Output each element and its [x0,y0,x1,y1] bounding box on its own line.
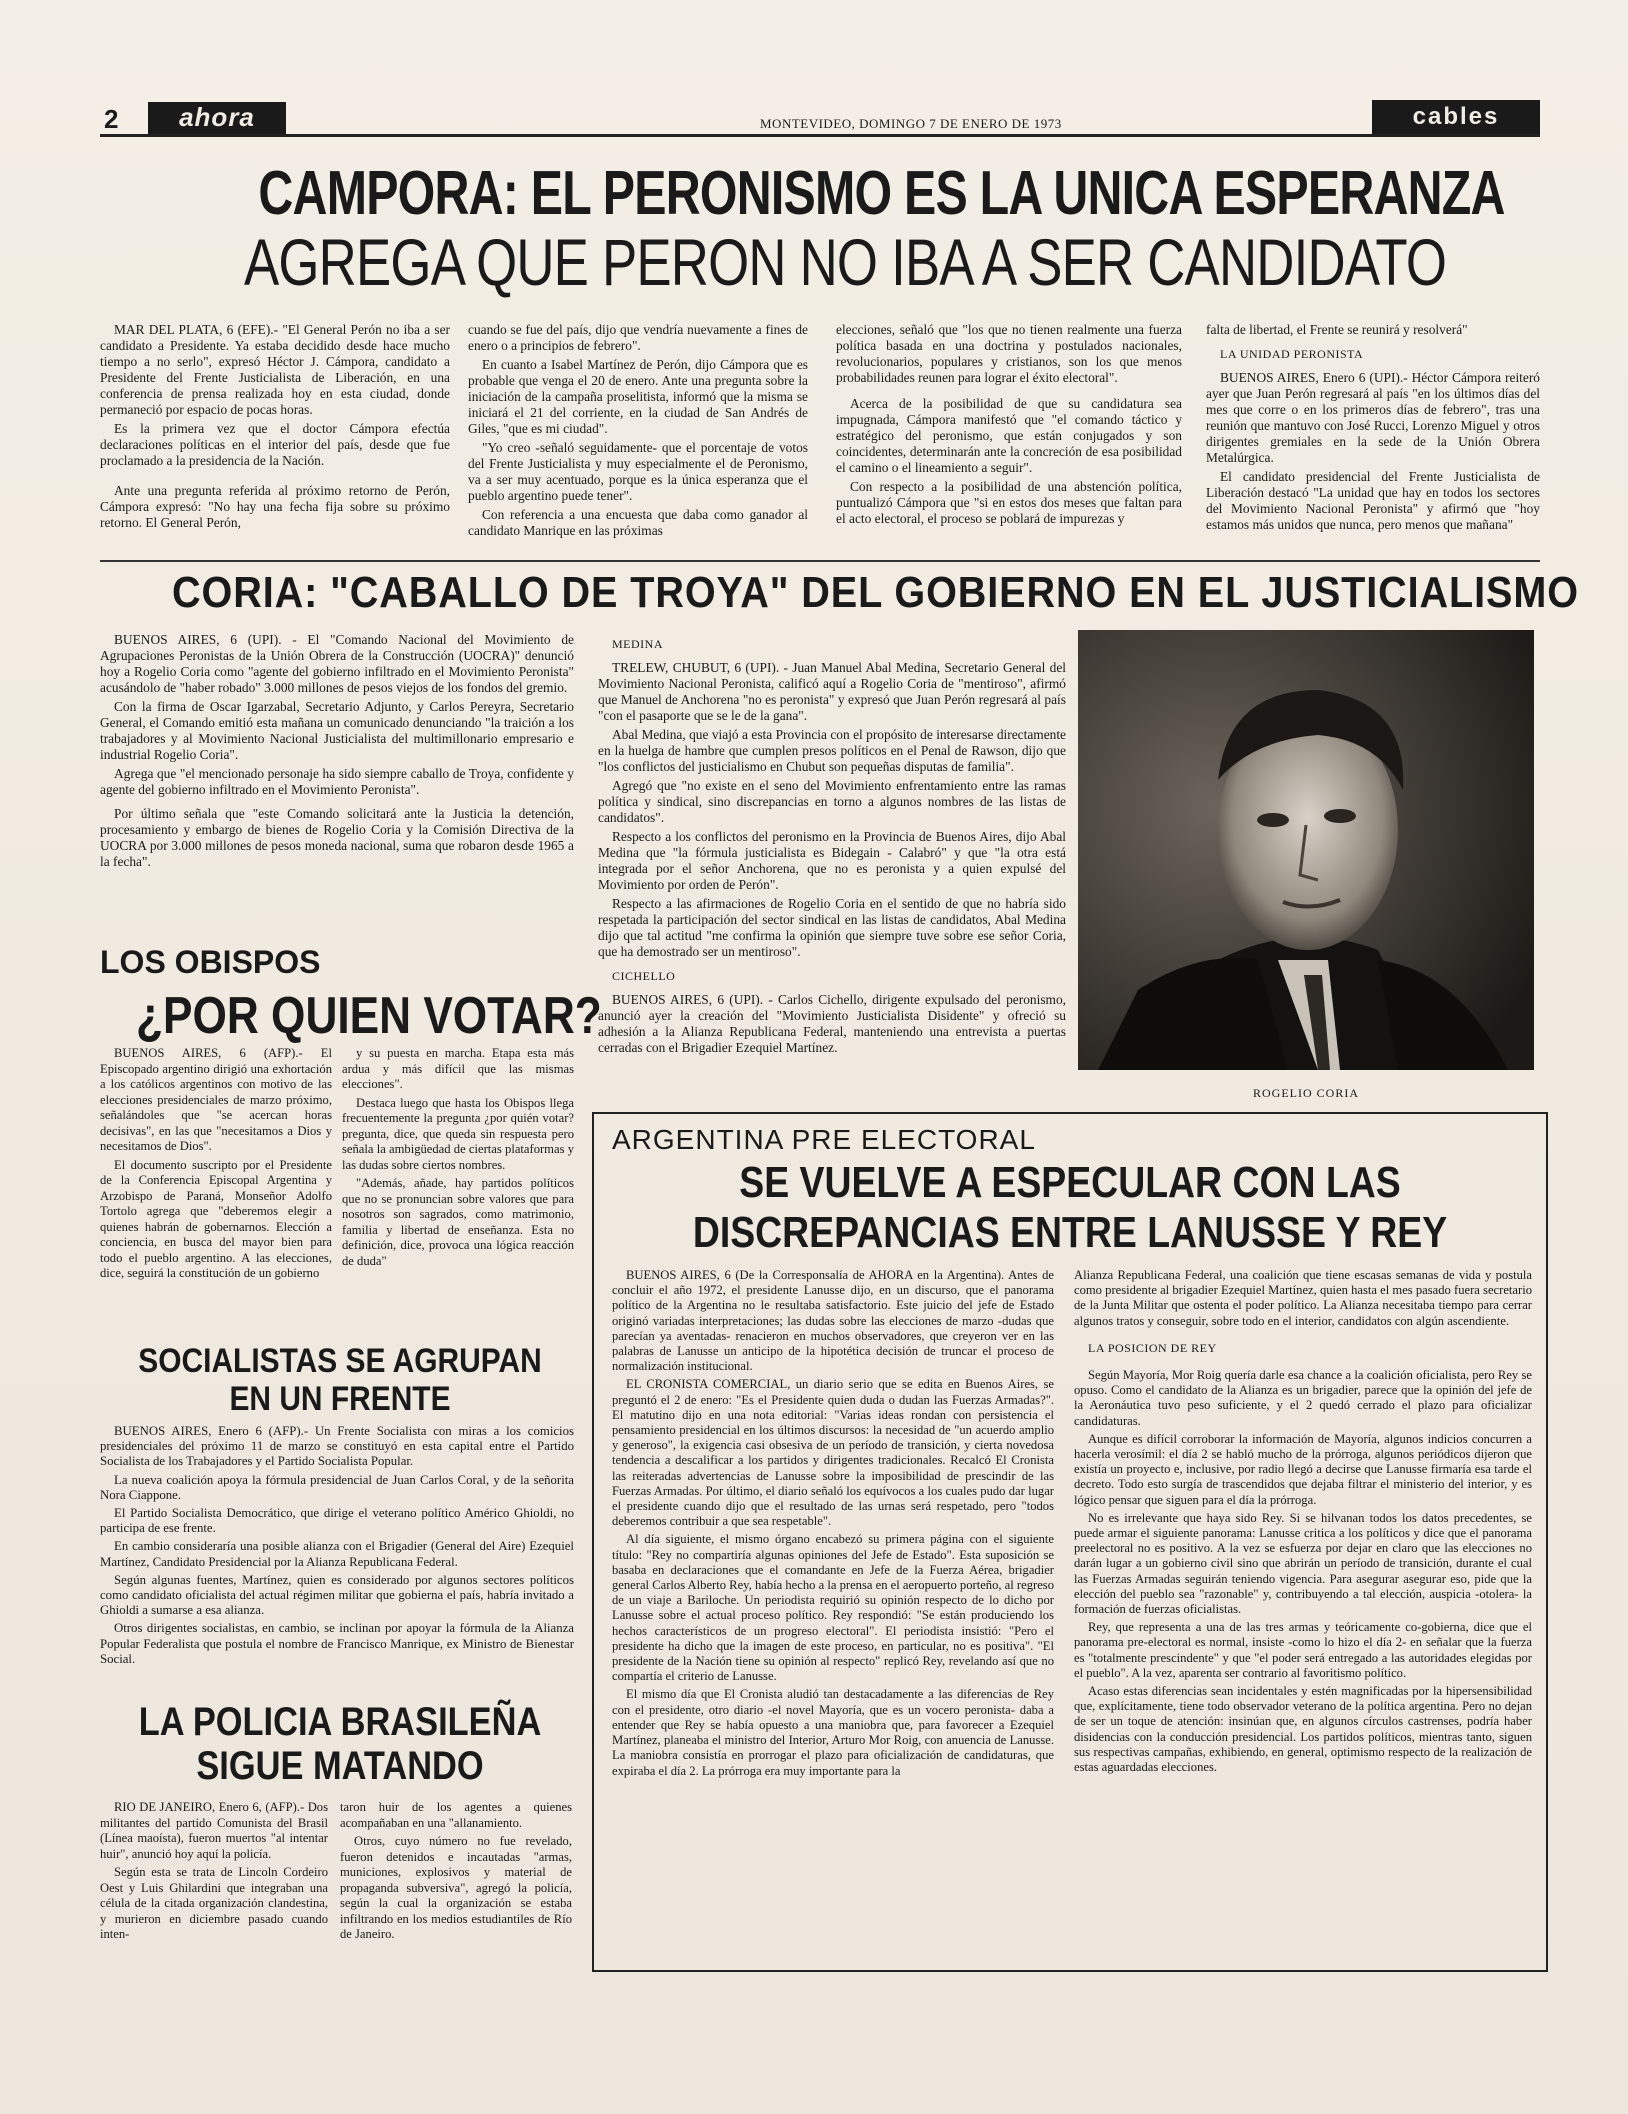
paragraph: MAR DEL PLATA, 6 (EFE).- "El General Perón no iba a ser candidato a Presidente. Ya estaba decidido desde hace mucho tiempo a no serlo", expresó Héctor J. Cámpora, candidato a Presidente del Frente Justicialista de Liberación, en una conferencia de prensa realizada hoy en esta ciudad, donde permaneció por espacio de pocas horas. [100,322,450,417]
lead-subhead: AGREGA QUE PERON NO IBA A SER CANDIDATO [244,225,1447,299]
paragraph: BUENOS AIRES, 6 (UPI). - Carlos Cichello, dirigente expulsado del peronismo, anunció ayer la creación del "Movimiento Justicialista Disidente" y ofreció su adhesión a la Alianza Republicana Federal, manteniendo una entrevista a puertas cerradas con el Brigadier Ezequiel Martínez. [598,992,1066,1055]
policia-column-1 [100,1800,328,1946]
obispos-kicker: LOS OBISPOS [100,944,321,980]
paragraph: Ante una pregunta referida al próximo retorno de Perón, Cámpora expresó: "No hay una fecha fija sobre su próximo retorno. El General Perón, [100,483,450,530]
obispos-column-2 [342,1046,574,1272]
obispos-column-1 [100,1046,332,1285]
paragraph: Respecto a las afirmaciones de Rogelio Coria en el sentido de que no habría sido respetada la participación del sector sindical en las listas de candidatos, Abal Medina dijo que tal actitud "me confirma la opinión que siempre tuve sobre ese señor Coria, que ha demostrado ser un mentiroso". [598,896,1066,959]
lead-headline: CAMPORA: EL PERONISMO ES LA UNICA ESPERANZA [258,159,1505,228]
paragraph: La nueva coalición apoya la fórmula presidencial de Juan Carlos Coral, y de la señorita Nora Ciappone. [100,1472,574,1502]
newspaper-logo: ahora [148,102,286,134]
lead-column-3 [836,322,1182,530]
obispos-headline: ¿POR QUIEN VOTAR? [136,987,602,1045]
paragraph: En cuanto a Isabel Martínez de Perón, dijo Cámpora que es probable que venga el 20 de enero. Ante una pregunta sobre la iniciación de la campaña proselitista, informó que la misma se iniciará el 21 del corriente, en la ciudad de San Andrés de Giles, "que es mi ciudad". [468,357,808,436]
paragraph: RIO DE JANEIRO, Enero 6, (AFP).- Dos militantes del partido Comunista del Brasil (Línea maoísta), fueron muertos "al intentar huir", anunció hoy aquí la policía. [100,1800,328,1861]
paragraph: Rey, que representa a una de las tres armas y teóricamente co-gobierna, dice que el panorama pre-electoral es normal, insiste -como lo hizo el día 2- en señalar que la fuerza es "totalmente prescindente" y que "el poder será entregado a las autoridades elegidas por el pueblo". A la vez, aparenta ser contrario al favoritismo político. [1074,1620,1532,1680]
paragraph: El Partido Socialista Democrático, que dirige el veterano político Américo Ghioldi, no participa de ese frente. [100,1506,574,1536]
paragraph: Agregó que "no existe en el seno del Movimiento enfrentamiento entre las ramas política y sindical, sino discrepancias en torno a algunos nombres de las listas de candidatos". [598,778,1066,825]
lead-column-1 [100,322,450,534]
paragraph: Con la firma de Oscar Igarzabal, Secretario Adjunto, y Carlos Pereyra, Secretario General, el Comando emitió esta mañana un comunicado denunciando "la traición a los trabajadores y al Movimiento Nacional Justicialista del multimillonario empresario e industrial Rogelio Coria". [100,699,574,762]
paragraph: TRELEW, CHUBUT, 6 (UPI). - Juan Manuel Abal Medina, Secretario General del Movimiento Nacional Peronista, calificó aquí a Rogelio Coria de "mentiroso", afirmó que Manuel de Anchorena "no es peronista" y expresó que Juan Perón regresará al país "con el pasaporte que se le de la gana". [598,660,1066,723]
paragraph: Otros, cuyo número no fue revelado, fueron detenidos e incautadas "armas, municiones, explosivos y material de propaganda subversiva", agregó la policía, según la cual la organización se estaba infiltrando en los medios estudiantiles de Río de Janeiro. [340,1834,572,1941]
paragraph: "Yo creo -señaló seguidamente- que el porcentaje de votos del Frente Justicialista y muy especialmente el de Peronismo, va a ser muy acentuado, porque es la única esperanza que el pueblo argentino puede tener". [468,440,808,503]
paragraph: Según algunas fuentes, Martínez, quien es considerado por algunos sectores políticos como candidato oficialista del actual régimen militar que gobierna el país, habría invitado a Ghioldi a sumarse a esa alianza. [100,1572,574,1618]
paragraph: Alianza Republicana Federal, una coalición que tiene escasas semanas de vida y postula como presidente al brigadier Ezequiel Martínez, quien hasta el mes pasado fuera secretario de la Junta Militar que ostenta el poder político. La Alianza necesitaba tiempo para cerrar algunos tratos y conseguir, sobre todo en el interior, candidatos con algún ascendiente. [1074,1268,1532,1328]
paragraph: y su puesta en marcha. Etapa esta más ardua y más difícil que las mismas elecciones". [342,1046,574,1091]
paragraph: Según Mayoría, Mor Roig quería darle esa chance a la coalición oficialista, pero Rey se opuso. Como el candidato de la Alianza es un brigadier, parece que la opinión del jefe de la Aeronáutica tuvo peso suficiente, y el 2 quedó cerrado el plazo para oficializar candidaturas. [1074,1368,1532,1428]
lead-column-4 [1206,322,1540,536]
lead-column-2 [468,322,808,542]
paragraph: Agrega que "el mencionado personaje ha sido siempre caballo de Troya, confidente y agente del gobierno infiltrado en el Movimiento Peronista". [100,766,574,797]
paragraph: Aunque es difícil corroborar la información de Mayoría, algunos indicios concurren a hacerla verosímil: el día 2 se habló mucho de la prórroga, algunos periódicos dijeron que existía un proyecto e, inclusive, por radio llegó a decirse que Lanusse firmaría esa tarde el decreto. Todo esto surgía de trascendidos que dejaba filtrar el ministerio del interior, y es lógico pensar que siguen para el día la prórroga. [1074,1431,1532,1507]
paragraph: Abal Medina, que viajó a esta Provincia con el propósito de interesarse directamente en la huelga de hambre que cumplen presos políticos en el Penal de Rawson, dijo que "los conflictos del justicialismo en Chubut son pequeñas disputas de familia". [598,727,1066,774]
paragraph: Acaso estas diferencias sean incidentales y estén magnificadas por la hipersensibilidad que, explícitamente, tiene todo observador veterano de la política argentina. Pero no dejan de ser un toque de atención: insinúan que, en algunos círculos castrenses, podría haber disidencias con la conducción presidencial. Los partidos políticos, mientras tanto, siguen sus respectivas campañas, exhibiendo, en general, optimismo respecto de la realización de estas aguardadas elecciones. [1074,1684,1532,1775]
paragraph: cuando se fue del país, dijo que vendría nuevamente a fines de enero o a principios de febrero". [468,322,808,353]
paragraph: Con referencia a una encuesta que daba como ganador al candidato Manrique en las próximas [468,507,808,538]
paragraph: Respecto a los conflictos del peronismo en la Provincia de Buenos Aires, dijo Abal Medina que "la fórmula justicialista es Bidegain - Calabró" y que "la otra está integrada por el señor Anchorena, que no es peronista y a quien expulsé del Movimiento por orden de Perón". [598,829,1066,892]
subheading: LA UNIDAD PERONISTA [1220,347,1364,361]
portrait-photo [1078,630,1534,1070]
paragraph: El candidato presidencial del Frente Justicialista de Liberación destacó "La unidad que hay en todos los sectores del Movimiento Nacional Peronista" y afirmó que "hoy estamos más unidos que nunca, pero menos que mañana" [1206,469,1540,532]
coria-headline: CORIA: "CABALLO DE TROYA" DEL GOBIERNO EN EL JUSTICIALISMO [172,568,1579,617]
coria-column-1 [100,632,574,873]
portrait-image [1078,630,1534,1070]
paragraph: Por último señala que "este Comando solicitará ante la Justicia la detención, procesamiento y embargo de bienes de Rogelio Coria y la Comisión Directiva de la UOCRA por 3.000 millones de pesos moneda nacional, suma que robaron desde 1965 a la fecha". [100,806,574,869]
subheading: CICHELLO [612,969,676,983]
paragraph: El documento suscripto por el Presidente de la Conferencia Episcopal Argentina y Arzobispo de Paraná, Monseñor Adolfo Tortolo agrega que "deberemos elegir a quienes habrán de gobernarnos. Elección a conciencia, en busca del mayor bien para todo el pueblo argentino. A las elecciones, dice, seguirá la constitución de un gobierno [100,1157,332,1280]
socialistas-body [100,1424,574,1670]
paragraph: Otros dirigentes socialistas, en cambio, se inclinan por apoyar la fórmula de la Alianza Popular Federalista que postula el nombre de Francisco Manrique, ex Ministro de Bienestar Social. [100,1621,574,1666]
header-rule [100,134,1540,137]
page-header [100,100,1540,140]
paragraph: BUENOS AIRES, Enero 6 (AFP).- Un Frente Socialista con miras a los comicios presidenciales del próximo 11 de marzo se constituyó en esta capital entre el Partido Socialista de los Trabajadores y el Partido Socialista Popular. [100,1424,574,1469]
photo-caption: ROGELIO CORIA [1253,1086,1359,1100]
paragraph: Con respecto a la posibilidad de una abstención política, puntualizó Cámpora que "si en estos dos meses que faltan para el acto electoral, el proceso se poblará de impurezas y [836,479,1182,526]
paragraph: "Además, añade, hay partidos políticos que no se pronuncian sobre valores que para nosotros son sagrados, como matrimonio, familia y libertad de enseñanza. Esta no definición, dice, provoca una lógica reacción de duda" [342,1176,574,1268]
socialistas-headline: SOCIALISTAS SE AGRUPAN EN UN FRENTE [138,1342,542,1418]
feature-headline: SE VUELVE A ESPECULAR CON LAS DISCREPANCIAS ENTRE LANUSSE Y REY [692,1158,1448,1257]
paragraph: No es irrelevante que haya sido Rey. Si se hilvanan todos los datos precedentes, se puede armar el siguiente panorama: Lanusse critica a los políticos y dice que el panorama preelectoral no es positivo. A la vez se esfuerza por dejar en claro que las elecciones no darán lugar a un gobierno civil sino que abrirán un período de transición, durante el cual las Fuerzas Armadas seguirán teniendo vigencia. Para asegurar asegurar eso, pide que la elección del pueblo sea "razonable" y, contribuyendo a tal elección, auspicia -otolera- la formación de fuerzas oficialistas. [1074,1510,1532,1617]
policia-headline: LA POLICIA BRASILEÑA SIGUE MATANDO [138,1700,542,1788]
feature-column-2 [1074,1268,1532,1778]
paragraph: Al día siguiente, el mismo órgano encabezó su primera página con el siguiente título: "Rey no compartiría algunas opiniones del Jefe de Estado". Esta suposición se basaba en declaraciones que el comandante en Jefe de la Fuerza Aérea, brigadier general Carlos Alberto Rey, había hecho a la prensa en el aeropuerto porteño, al regreso de un viaje a Bariloche. Un periodista requirió su opinión respecto de lo dicho por Lanusse sobre el actual proceso político. Rey respondió: "Se están produciendo los hechos característicos de un progreso electoral". El periodista insistió: "Pero el presidente ha dicho que la imagen de este proceso, en particular, no es positiva". "El presidente de la Nación tiene su opinión al respecto" replicó Rey, revelando así que no compartía el criterio de Lanusse. [612,1532,1054,1684]
section-divider [100,560,1540,562]
paragraph: Es la primera vez que el doctor Cámpora efectúa declaraciones políticas en el interior del país, desde que fue proclamado a la presidencia de la Nación. [100,421,450,468]
subheading: MEDINA [612,637,663,651]
paragraph: EL CRONISTA COMERCIAL, un diario serio que se edita en Buenos Aires, se preguntó el 2 de enero: "Es el Presidente quien duda o dudan las Fuerzas Armadas?". El matutino dijo en una nota editorial: "Varias ideas rondan con persistencia el pensamiento presidencial en los últimos discursos: la necesidad de "un acuerdo amplio y generoso", la exigencia casi obsesiva de un período de transición, y cierta novedosa tendencia a descalificar a los partidos y dirigentes tradicionales. Recalcó El Cronista las reiteradas advertencias de Lanusse sobre la imposibilidad de prescindir de las Fuerzas Armadas. Por último, el diario señaló los equívocos a los cuales pudo dar lugar el presidente cuando dijo que el resultado de las urnas será respetado, pero "todos deberemos contribuir a que sea respetable". [612,1377,1054,1529]
page-number: 2 [104,104,119,134]
feature-kicker: ARGENTINA PRE ELECTORAL [612,1124,1036,1155]
paragraph: Destaca luego que hasta los Obispos llega frecuentemente la pregunta ¿por quién votar? pregunta, dice, que queda sin respuesta pero señala la ambigüedad de ciertas plataformas y las dudas sobre ciertos nombres. [342,1095,574,1172]
coria-column-2 [598,632,1066,1059]
paragraph: El mismo día que El Cronista aludió tan destacadamente a las diferencias de Rey con el presidente, otro diario -el novel Mayoría, que es un vocero peronista- daba a entender que Rey se había opuesto a una maniobra que, para favorecer a Ezequiel Martínez, planeaba el ministro del Interior, Arturo Mor Roig, con anuencia de Lanusse. La maniobra consistía en prorrogar el plazo para oficialización de candidaturas, que expiraba el día 2. La prórroga era muy importante para la [612,1687,1054,1778]
subheading: LA POSICION DE REY [1088,1340,1217,1355]
feature-column-1 [612,1268,1054,1782]
section-label: cables [1372,100,1540,134]
paragraph: Según esta se trata de Lincoln Cordeiro Oest y Luis Ghilardini que integraban una célula de la citada organización clandestina, y murieron en diciembre pasado cuando inten- [100,1865,328,1941]
paragraph: BUENOS AIRES, 6 (De la Corresponsalía de AHORA en la Argentina). Antes de concluir el año 1972, el presidente Lanusse dijo, en un discurso, que el panorama político de la Argentina no le resultaba satisfactorio. Este juicio del jefe de Estado originó variadas interpretaciones; las dudas sobre las elecciones de marzo -dudas que parecían ya aventadas- renacieron en muchos observadores, que creyeron ver en las palabras de Lanusse un anticipo de la hipotética decisión de truncar el proceso de normalización institucional. [612,1268,1054,1374]
paragraph: Acerca de la posibilidad de que su candidatura sea impugnada, Cámpora manifestó que "el comando táctico y estratégico del peronismo, que están conjugados y son coincidentes, determinarán ante la concreción de esa posibilidad el camino o el lineamiento a seguir". [836,396,1182,475]
paragraph: elecciones, señaló que "los que no tienen realmente una fuerza política basada en una doctrina y postulados nacionales, revolucionarios, populares y cristianos, son los que menos probabilidades reunen para lograr el éxito electoral". [836,322,1182,385]
paragraph: taron huir de los agentes a quienes acompañaban en una "allanamiento. [340,1800,572,1830]
paragraph: BUENOS AIRES, 6 (AFP).- El Episcopado argentino dirigió una exhortación a los católicos argentinos con motivo de las elecciones presidenciales de marzo próximo, señalándoles que "se acercan horas decisivas", en las que "necesitamos a Dios y necesitamos de Dios". [100,1046,332,1153]
policia-column-2 [340,1800,572,1946]
paragraph: falta de libertad, el Frente se reunirá y resolverá" [1206,322,1468,337]
paragraph: BUENOS AIRES, Enero 6 (UPI).- Héctor Cámpora reiteró ayer que Juan Perón regresará al país "en los últimos días del mes que corre o en los primeros días de febrero", tras una reunión que mantuvo con José Rucci, Lorenzo Miguel y otros dirigentes gremiales en la sede de la Unión Obrera Metalúrgica. [1206,370,1540,465]
paragraph: En cambio consideraría una posible alianza con el Brigadier (General del Aire) Ezequiel Martínez, Candidato Presidencial por la Alianza Republicana Federal. [100,1539,574,1569]
dateline: MONTEVIDEO, DOMINGO 7 DE ENERO DE 1973 [760,116,1062,131]
paragraph: BUENOS AIRES, 6 (UPI). - El "Comando Nacional del Movimiento de Agrupaciones Peronistas de la Unión Obrera de la Construcción (UOCRA)" denunció hoy a Rogelio Coria como "agente del gobierno infiltrado en el Movimiento Peronista" acusándolo de "haber robado" 3.000 millones de pesos viejos de los fondos del gremio. [100,632,574,695]
